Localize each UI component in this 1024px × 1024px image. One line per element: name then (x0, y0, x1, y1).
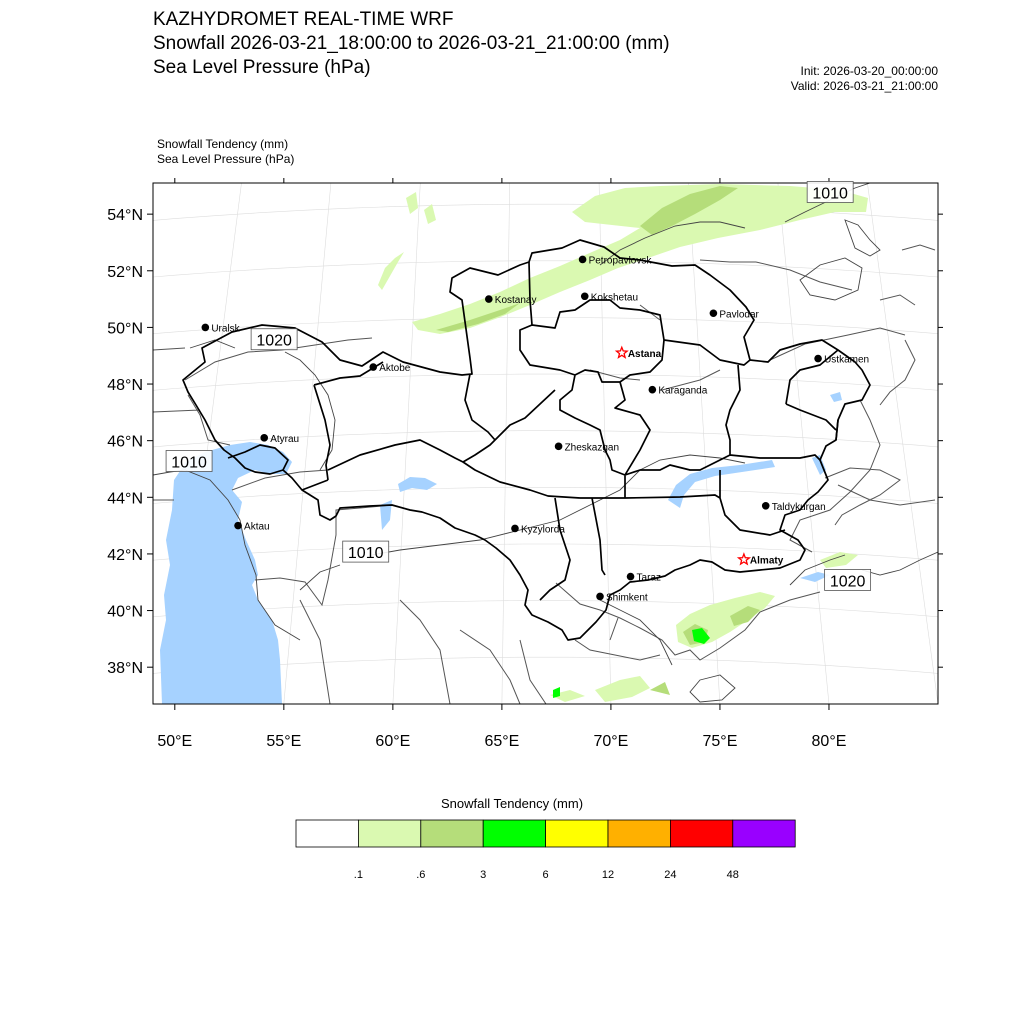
city-label: Aktau (244, 521, 270, 533)
city-dot-icon (260, 434, 268, 442)
city-dot-icon (762, 502, 770, 510)
colorbar-swatch (608, 820, 670, 847)
city-label: Kokshetau (590, 292, 639, 304)
colorbar-label: 12 (601, 869, 615, 881)
parallel-line (88, 148, 1004, 170)
isobar-label (825, 569, 871, 590)
city-label: Almaty (749, 555, 784, 567)
city-dot-icon (627, 573, 635, 581)
isobar-label-text: 1010 (347, 545, 384, 563)
city-label: Zheskazgan (564, 442, 620, 454)
colorbar-label: 48 (726, 869, 739, 881)
city-petropavlovsk (579, 255, 653, 266)
city-dot-icon (596, 593, 604, 601)
city-dot-icon (485, 295, 493, 303)
city-label: Petropavlovsk (588, 255, 652, 267)
title-line-3: Sea Level Pressure (hPa) (153, 57, 371, 78)
lat-tick-label: 40°N (107, 603, 143, 621)
lon-tick-label: 55°E (266, 733, 302, 750)
field-label-slp: Sea Level Pressure (hPa) (157, 152, 295, 166)
lat-tick-label: 46°N (107, 433, 143, 451)
meridian-line (957, 183, 1024, 704)
city-dot-icon (555, 443, 563, 451)
meridian-line (778, 183, 829, 704)
lon-tick-label: 80°E (811, 733, 847, 750)
city-label: Taraz (636, 572, 661, 584)
city-label: Karaganda (658, 385, 708, 397)
city-zheskazgan (555, 442, 619, 453)
isobar-label (166, 450, 212, 471)
lon-tick-label: 75°E (702, 733, 738, 750)
city-label: Astana (627, 348, 662, 360)
capital-star-icon (617, 347, 628, 357)
lon-tick-label: 50°E (157, 733, 193, 750)
city-label: Atyrau (270, 433, 300, 445)
city-dot-icon (579, 256, 587, 264)
meridian-line (867, 183, 938, 704)
city-dot-icon (649, 386, 657, 394)
colorbar-label: .1 (353, 869, 363, 881)
city-label: Shimkent (606, 592, 648, 604)
city-label: Taldykurgan (771, 501, 826, 513)
isobar-label (807, 181, 853, 202)
isobar-label (251, 329, 297, 350)
lon-tick-label: 70°E (593, 733, 629, 750)
city-markers (202, 255, 870, 603)
city-dot-icon (369, 363, 377, 371)
colorbar-label: 24 (664, 869, 677, 881)
city-label: Ustkamen (824, 354, 870, 366)
city-uralsk (202, 323, 241, 334)
caspian-sea (160, 442, 292, 704)
lat-tick-label: 38°N (107, 660, 143, 678)
isobar-1015-east (800, 220, 880, 300)
map-layers (66, 148, 1024, 736)
colorbar-swatch (358, 820, 420, 847)
init-time: Init: 2026-03-20_00:00:00 (800, 64, 938, 78)
colorbar (296, 820, 795, 881)
city-dot-icon (511, 525, 519, 533)
parallel-line (88, 714, 1004, 736)
lat-tick-label: 52°N (107, 263, 143, 281)
colorbar-swatch (421, 820, 483, 847)
colorbar-swatch (296, 820, 358, 847)
city-almaty (739, 554, 784, 567)
city-label: Kyzylorda (520, 524, 565, 536)
thin-line-4 (590, 245, 935, 390)
city-dot-icon (581, 292, 589, 300)
city-dot-icon (710, 309, 718, 317)
capital-star-icon (739, 554, 750, 564)
city-kokshetau (581, 292, 638, 303)
city-taldykurgan (762, 502, 826, 513)
lat-tick-label: 54°N (107, 207, 143, 225)
city-astana (617, 347, 662, 360)
lat-tick-label: 44°N (107, 490, 143, 508)
isobar-label-text: 1010 (812, 185, 848, 203)
colorbar-title: Snowfall Tendency (mm) (440, 796, 584, 811)
colorbar-swatch (483, 820, 545, 847)
lat-tick-label: 50°N (107, 320, 143, 338)
colorbar-label: .6 (416, 869, 426, 881)
isobar-label (343, 541, 389, 562)
colorbar-label: 3 (480, 869, 487, 881)
field-label-snow: Snowfall Tendency (mm) (157, 137, 289, 151)
title-line-2: Snowfall 2026-03-21_18:00:00 to 2026-03-21_21:00:00 (mm) (153, 33, 670, 54)
city-atyrau (260, 434, 299, 445)
city-pavlodar (710, 309, 760, 320)
isobar-label-text: 1010 (171, 454, 207, 472)
lon-tick-label: 65°E (484, 733, 520, 750)
colorbar-label: 6 (542, 869, 549, 881)
isobar-label-text: 1020 (256, 332, 292, 350)
aral-sea (380, 477, 437, 530)
lon-tick-label: 60°E (375, 733, 411, 750)
city-dot-icon (202, 324, 210, 332)
city-label: Aktobe (379, 363, 411, 375)
lat-tick-label: 42°N (107, 546, 143, 564)
title-line-1: KAZHYDROMET REAL-TIME WRF (153, 9, 454, 30)
lat-tick-label: 48°N (107, 377, 143, 395)
valid-time: Valid: 2026-03-21_21:00:00 (790, 79, 938, 93)
colorbar-swatch (670, 820, 732, 847)
city-dot-icon (814, 355, 822, 363)
city-label: Pavlodar (719, 309, 759, 321)
colorbar-swatch (733, 820, 795, 847)
city-label: Kostanay (494, 295, 537, 307)
city-aktobe (369, 363, 410, 374)
city-dot-icon (234, 522, 242, 530)
colorbar-swatch (546, 820, 608, 847)
isobar-label-text: 1020 (829, 573, 866, 591)
city-label: Uralsk (211, 323, 240, 335)
city-karaganda (649, 386, 708, 397)
